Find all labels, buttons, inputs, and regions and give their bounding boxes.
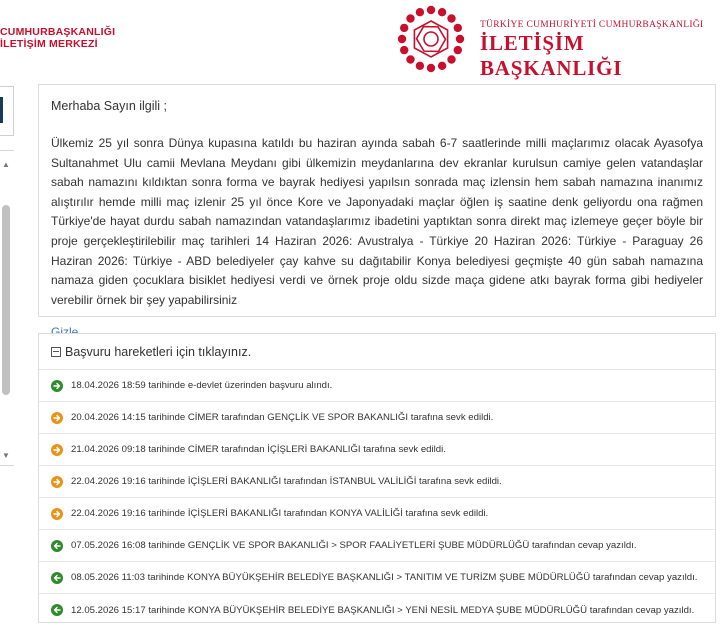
history-item	[39, 594, 715, 626]
history-item-text: 20.04.2026 14:15 tarihinde CİMER tarafından GENÇLİK VE SPOR BAKANLIĞI tarafına sevk edildi.	[71, 412, 494, 423]
arrow-left-circle-icon	[51, 604, 63, 616]
history-item	[39, 434, 715, 466]
left-logo-line2: İLETİŞİM MERKEZİ	[0, 38, 98, 50]
history-item	[39, 402, 715, 434]
arrow-left-circle-icon	[51, 572, 63, 584]
history-item	[39, 530, 715, 562]
arrow-right-circle-icon	[51, 412, 63, 424]
right-logo-top: TÜRKİYE CUMHURİYETİ CUMHURBAŞKANLIĞI	[480, 20, 704, 30]
history-title: Başvuru hareketleri için tıklayınız.	[65, 344, 252, 359]
history-item-text: 22.04.2026 19:16 tarihinde İÇİŞLERİ BAKANLIĞI tarafından KONYA VALİLİĞİ tarafına sevk edildi.	[71, 508, 489, 519]
scroll-down-icon[interactable]: ▼	[2, 451, 10, 460]
history-item	[39, 562, 715, 594]
history-item-text: 22.04.2026 19:16 tarihinde İÇİŞLERİ BAKANLIĞI tarafından İSTANBUL VALİLİĞİ tarafına sevk edildi.	[71, 476, 502, 487]
history-item	[39, 370, 715, 402]
scroll-up-icon[interactable]: ▲	[2, 160, 10, 169]
history-item-text: 21.04.2026 09:18 tarihinde CİMER tarafından İÇİŞLERİ BAKANLIĞI tarafına sevk edildi.	[71, 444, 446, 455]
iletisim-baskanligi-logo[interactable]	[480, 20, 728, 81]
history-item-text: 18.04.2026 18:59 tarihinde e-devlet üzerinden başvuru alındı.	[71, 380, 333, 391]
application-history-panel	[38, 333, 716, 623]
scrollbar-thumb[interactable]	[2, 205, 10, 395]
arrow-right-circle-icon	[51, 476, 63, 488]
history-item	[39, 466, 715, 498]
history-item-text: 08.05.2026 11:03 tarihinde KONYA BÜYÜKŞEHİR BELEDİYE BAŞKANLIĞI > TANITIM VE TURİZM ŞUBE MÜDÜRLÜĞÜ tarafından cevap yazıldı.	[71, 572, 698, 583]
message-body: Ülkemiz 25 yıl sonra Dünya kupasına katıldı bu haziran ayında sabah 6-7 saatlerinde milli maçlarımız olacak Ayasofya Sultanahmet Ulu camii Mevlana Meydanı gibi ülkemizin meydanlarına dev ekranlar kurulsun camiye gelen vatandaşlar sabah namazını kıldıktan sonra forma ve bayrak hediyesi yapılsın sonrada maç izlensin hem sabah namazına inanımız alıştırılır hemde milli maç izlenir 25 yıl önce Kore ve Japonyadaki maçlar öğlen iş saatine denk geliyordu ona rağmen Türkiye'de hayat durdu sabah namazından vatandaşlarımız ibadetini yaptıktan sonra direkt maç izlemeye geçer böyle bir proje gerçekleştirilebilir maç tarihleri 14 Haziran 2026: Avustralya - Türkiye 20 Haziran 2026: Türkiye - Paraguay 26 Haziran 2026: Türkiye - ABD belediyeler çay kahve su dağıtabilir Konya belediyesi geçmişte 40 gün sabah namazına namaza giden çocuklara bisiklet hediyesi verdi ve örnek proje oldu sizde maça gidene atkı bayrak forma gibi hediyeler verebilir örnek bir şey yapabilirsiniz	[51, 136, 703, 307]
minus-square-icon	[51, 347, 61, 357]
sidebar-active-marker	[0, 97, 3, 123]
history-item-text: 12.05.2026 15:17 tarihinde KONYA BÜYÜKŞEHİR BELEDİYE BAŞKANLIĞI > YENİ NESİL MEDYA ŞUBE MÜDÜRLÜĞÜ tarafından cevap yazıldı.	[71, 604, 695, 616]
arrow-right-circle-icon	[51, 380, 63, 392]
history-item-text: 07.05.2026 16:08 tarihinde GENÇLİK VE SPOR BAKANLIĞI > SPOR FAALİYETLERİ ŞUBE MÜDÜRLÜĞÜ tarafından cevap yazıldı.	[71, 540, 637, 551]
page-header	[0, 0, 728, 78]
application-message-panel	[38, 84, 716, 317]
right-logo-main: İLETİŞİM BAŞKANLIĞI	[480, 31, 623, 80]
left-logo-line1: CUMHURBAŞKANLIĞI	[0, 26, 116, 38]
history-item	[39, 498, 715, 530]
presidency-emblem-icon	[396, 4, 466, 74]
history-toggle[interactable]	[39, 334, 715, 370]
arrow-left-circle-icon	[51, 540, 63, 552]
cimer-logo[interactable]	[0, 26, 115, 50]
history-list	[39, 370, 715, 626]
arrow-right-circle-icon	[51, 508, 63, 520]
sidebar-fragment-top	[0, 86, 14, 136]
message-greeting: Merhaba Sayın ilgili ;	[51, 99, 168, 113]
arrow-right-circle-icon	[51, 444, 63, 456]
